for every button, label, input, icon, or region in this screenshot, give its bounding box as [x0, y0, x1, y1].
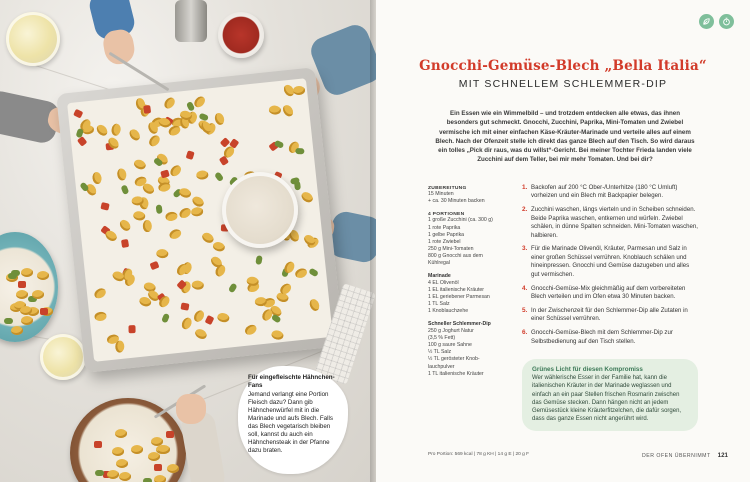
food-piece	[111, 123, 122, 136]
chicken-tip-bubble	[238, 366, 348, 474]
food-piece	[228, 283, 238, 294]
food-piece	[255, 255, 263, 265]
food-piece	[165, 211, 178, 222]
recipe-intro: Ein Essen wie ein Wimmelbild – und trotzdem entdecken alle etwas, das ihnen besonders gut schmeckt. Gnocchi, Zucchini, Paprika, Mini-Tomaten und Zwiebel vermische ich mit einer einfachen Käse-Kräuter-Marinade und verteile alles auf einem Blech. Nach der Ofenzeit stelle ich direkt das ganze Blech auf den Tisch. So wird daraus ein tolles „Pick dir raus, was du willst“-Gericht. Bei meiner Tochter Frieda landen viele Zucchini auf dem Teller, bei mir mehr Tomaten. Und bei dir?	[435, 110, 695, 164]
step-text: Backofen auf 200 °C Ober-/Unterhitze (180 °C Umluft) vorheizen und ein Blech mit Backpapier belegen.	[531, 184, 678, 200]
food-piece	[212, 241, 226, 253]
food-piece	[73, 109, 83, 119]
dip-item: lauchpulver	[428, 363, 455, 370]
recipe-title: Gnocchi-Gemüse-Blech „Bella Italia“	[419, 58, 707, 74]
recipe-subtitle: MIT SCHNELLEM SCHLEMMER-DIP	[458, 78, 668, 90]
recipe-step	[522, 245, 698, 279]
food-piece	[178, 187, 192, 200]
food-piece	[119, 472, 131, 481]
recipe-step	[522, 329, 698, 346]
marinade-item: 1 Knoblauchzehe	[428, 308, 469, 315]
food-piece	[168, 228, 183, 241]
food-piece	[296, 148, 305, 155]
food-piece	[299, 190, 314, 204]
food-piece	[37, 271, 49, 280]
prep-time-label: ZUBEREITUNG	[428, 186, 467, 191]
food-piece	[147, 133, 162, 148]
step-number: 4.	[522, 284, 528, 292]
food-piece	[204, 315, 214, 325]
food-piece	[128, 325, 135, 333]
food-piece	[131, 196, 143, 205]
recipe-step	[522, 285, 698, 302]
food-piece	[180, 316, 194, 331]
lemon-glass	[6, 12, 60, 66]
food-piece	[186, 150, 195, 160]
stopwatch-icon	[719, 14, 734, 29]
dip-item: 1 TL italienische Kräuter	[428, 370, 484, 377]
food-piece	[143, 105, 151, 114]
food-piece	[294, 267, 308, 280]
food-piece	[156, 204, 163, 214]
dip-item: 250 g Joghurt Natur	[428, 327, 474, 334]
step-number: 6.	[522, 329, 528, 337]
prep-time-line: + ca. 30 Minuten backen	[428, 198, 485, 205]
ingredient-item: 1 rote Paprika	[428, 224, 461, 231]
ingredients-sidebar	[428, 186, 518, 378]
food-piece	[178, 206, 193, 220]
step-text: Gnocchi-Gemüse-Blech mit dem Schlemmer-Dip zur Selbstbedienung auf den Tisch stellen.	[531, 329, 673, 345]
food-piece	[21, 268, 33, 277]
food-piece	[191, 206, 204, 216]
food-piece	[95, 122, 110, 137]
marinade-label: Marinade	[428, 272, 451, 279]
food-piece	[4, 318, 13, 324]
food-piece	[132, 210, 145, 221]
step-number: 1.	[522, 184, 528, 191]
ingredient-item: 800 g Gnocchi aus dem	[428, 253, 483, 260]
food-piece	[162, 96, 177, 111]
step-number: 3.	[522, 245, 528, 253]
food-piece	[180, 302, 189, 310]
food-piece	[191, 280, 204, 290]
dip-item: (3,5 % Fett)	[428, 334, 456, 341]
food-piece	[112, 447, 124, 456]
baking-tray	[56, 67, 344, 373]
prep-time-line: 15 Minuten	[428, 191, 454, 197]
food-piece	[281, 103, 295, 118]
marinade-item: 1 EL geriebener Parmesan	[428, 294, 490, 301]
food-piece	[117, 168, 128, 181]
food-piece	[8, 273, 17, 279]
food-piece	[216, 312, 230, 323]
tip-title: Für eingefleischte Hähnchen-Fans	[248, 374, 335, 389]
page-footer	[642, 452, 728, 459]
food-piece	[95, 470, 104, 476]
recipe-step	[522, 307, 698, 324]
food-piece	[131, 445, 143, 454]
food-piece	[128, 127, 142, 142]
lemon-glass-small	[40, 334, 86, 380]
marinade-item: 4 EL Olivenöl	[428, 279, 459, 286]
tip-box-text: Wer wählerische Esser in der Familie hat, kann die italienischen Kräuter in der Marinade weglassen und einfach an ein paar Stellen frischen Rosmarin zwischen das Gemüse stecken. Dann hängen nicht an jedem Gemüsestück kleine Kräuterfitzelchen, die dafür sorgen, dass das ganze Essen nicht angerührt wird.	[532, 375, 682, 423]
dip-item: 100 g saure Sahne	[428, 342, 472, 349]
tip-text: Jemand verlangt eine Portion Fleisch dazu? Dann gib Hähnchenwürfel mit in die Marinade und aufs Blech. Falls das Blech vegetarisch bleiben soll, kannst du auch ein Hähnchensteak in der Pfanne dazu braten.	[248, 390, 333, 454]
food-piece	[166, 431, 174, 438]
step-text: Gnocchi-Gemüse-Mix gleichmäßig auf dem vorbereiteten Blech verteilen und im Ofen etwa 30 Minuten backen.	[531, 284, 686, 300]
food-piece	[270, 329, 284, 341]
food-piece	[214, 171, 224, 182]
food-piece	[143, 478, 152, 482]
ingredient-item: 1 große Zucchini (ca. 300 g)	[428, 217, 493, 224]
food-piece	[293, 86, 305, 95]
page-number: 121	[717, 452, 728, 459]
food-piece	[120, 184, 129, 195]
step-number: 5.	[522, 306, 528, 314]
food-piece	[115, 341, 125, 353]
food-piece	[154, 464, 162, 471]
vegetarian-leaf-icon	[699, 14, 714, 29]
recipe-steps	[522, 184, 698, 352]
food-piece	[40, 308, 48, 315]
ingredient-item: 250 g Mini-Tomaten	[428, 246, 474, 253]
recipe-step	[522, 206, 698, 240]
recipe-badges	[699, 14, 734, 29]
food-piece	[92, 286, 107, 300]
nutrition-info: Pro Portion: 569 kcal | 78 g KH | 14 g E | 20 g F	[428, 452, 530, 457]
food-piece	[154, 475, 166, 482]
food-piece	[91, 171, 102, 184]
portions-label: 4 PORTIONEN	[428, 212, 465, 218]
food-piece	[118, 218, 133, 233]
recipe-step	[522, 184, 698, 201]
food-piece	[21, 316, 33, 325]
food-piece	[156, 249, 169, 259]
chapter-name: DER OFEN ÜBERNIMMT	[642, 453, 711, 459]
tip-box-title: Grünes Licht für diesen Kompromiss	[532, 366, 643, 373]
food-piece	[196, 171, 208, 181]
dip-bowl	[222, 172, 298, 248]
step-text: Für die Marinade Olivenöl, Kräuter, Parmesan und Salz in einer großen Schüssel verrühren. Knoblauch schälen und hineinpressen. Gnocchi und Gemüse dazugeben und alles gut vermischen.	[531, 245, 690, 278]
pepper-grinder	[175, 0, 207, 42]
step-number: 2.	[522, 206, 528, 214]
food-piece	[192, 309, 206, 324]
food-piece	[158, 182, 171, 193]
food-piece	[268, 105, 281, 115]
food-piece	[168, 163, 183, 178]
food-piece	[308, 268, 319, 278]
step-text: In der Zwischenzeit für den Schlemmer-Dip alle Zutaten in einer Schüssel verrühren.	[531, 306, 688, 323]
food-piece	[116, 459, 128, 468]
tip-box	[522, 359, 698, 431]
food-piece	[132, 158, 147, 171]
food-piece	[213, 111, 225, 125]
food-piece	[149, 261, 159, 270]
food-piece	[121, 239, 129, 248]
side-plate-blue	[0, 232, 58, 342]
step-text: Zucchini waschen, längs vierteln und in Scheiben schneiden. Beide Paprika waschen, entkernen und würfeln. Zwiebel schälen, in dünne Spalten schneiden. Mini-Tomaten waschen, halbieren.	[531, 206, 699, 239]
marinade-item: 1 EL italienische Kräuter	[428, 286, 485, 293]
food-piece	[143, 220, 152, 232]
food-piece	[193, 327, 208, 341]
food-piece	[18, 281, 26, 288]
dip-label: Schneller Schlemmer-Dip	[428, 320, 491, 327]
food-piece	[243, 323, 258, 337]
food-piece	[94, 311, 107, 321]
ingredient-item: 1 gelbe Paprika	[428, 231, 465, 238]
dip-item: ½ TL gerösteter Knob-	[428, 356, 480, 363]
food-piece	[191, 195, 206, 209]
food-piece	[16, 290, 28, 299]
food-piece	[294, 181, 301, 191]
chili-flakes-bowl	[218, 12, 264, 58]
marinade-item: 1 TL Salz	[428, 301, 450, 308]
ingredient-item: Kühlregal	[428, 260, 450, 267]
food-piece	[101, 202, 110, 211]
food-piece	[94, 441, 102, 448]
recipe-page	[376, 0, 750, 482]
food-piece	[308, 298, 321, 312]
food-piece	[104, 229, 119, 243]
dip-item: ½ TL Salz	[428, 349, 452, 356]
ingredient-item: 1 rote Zwiebel	[428, 238, 461, 245]
food-piece	[161, 313, 170, 324]
